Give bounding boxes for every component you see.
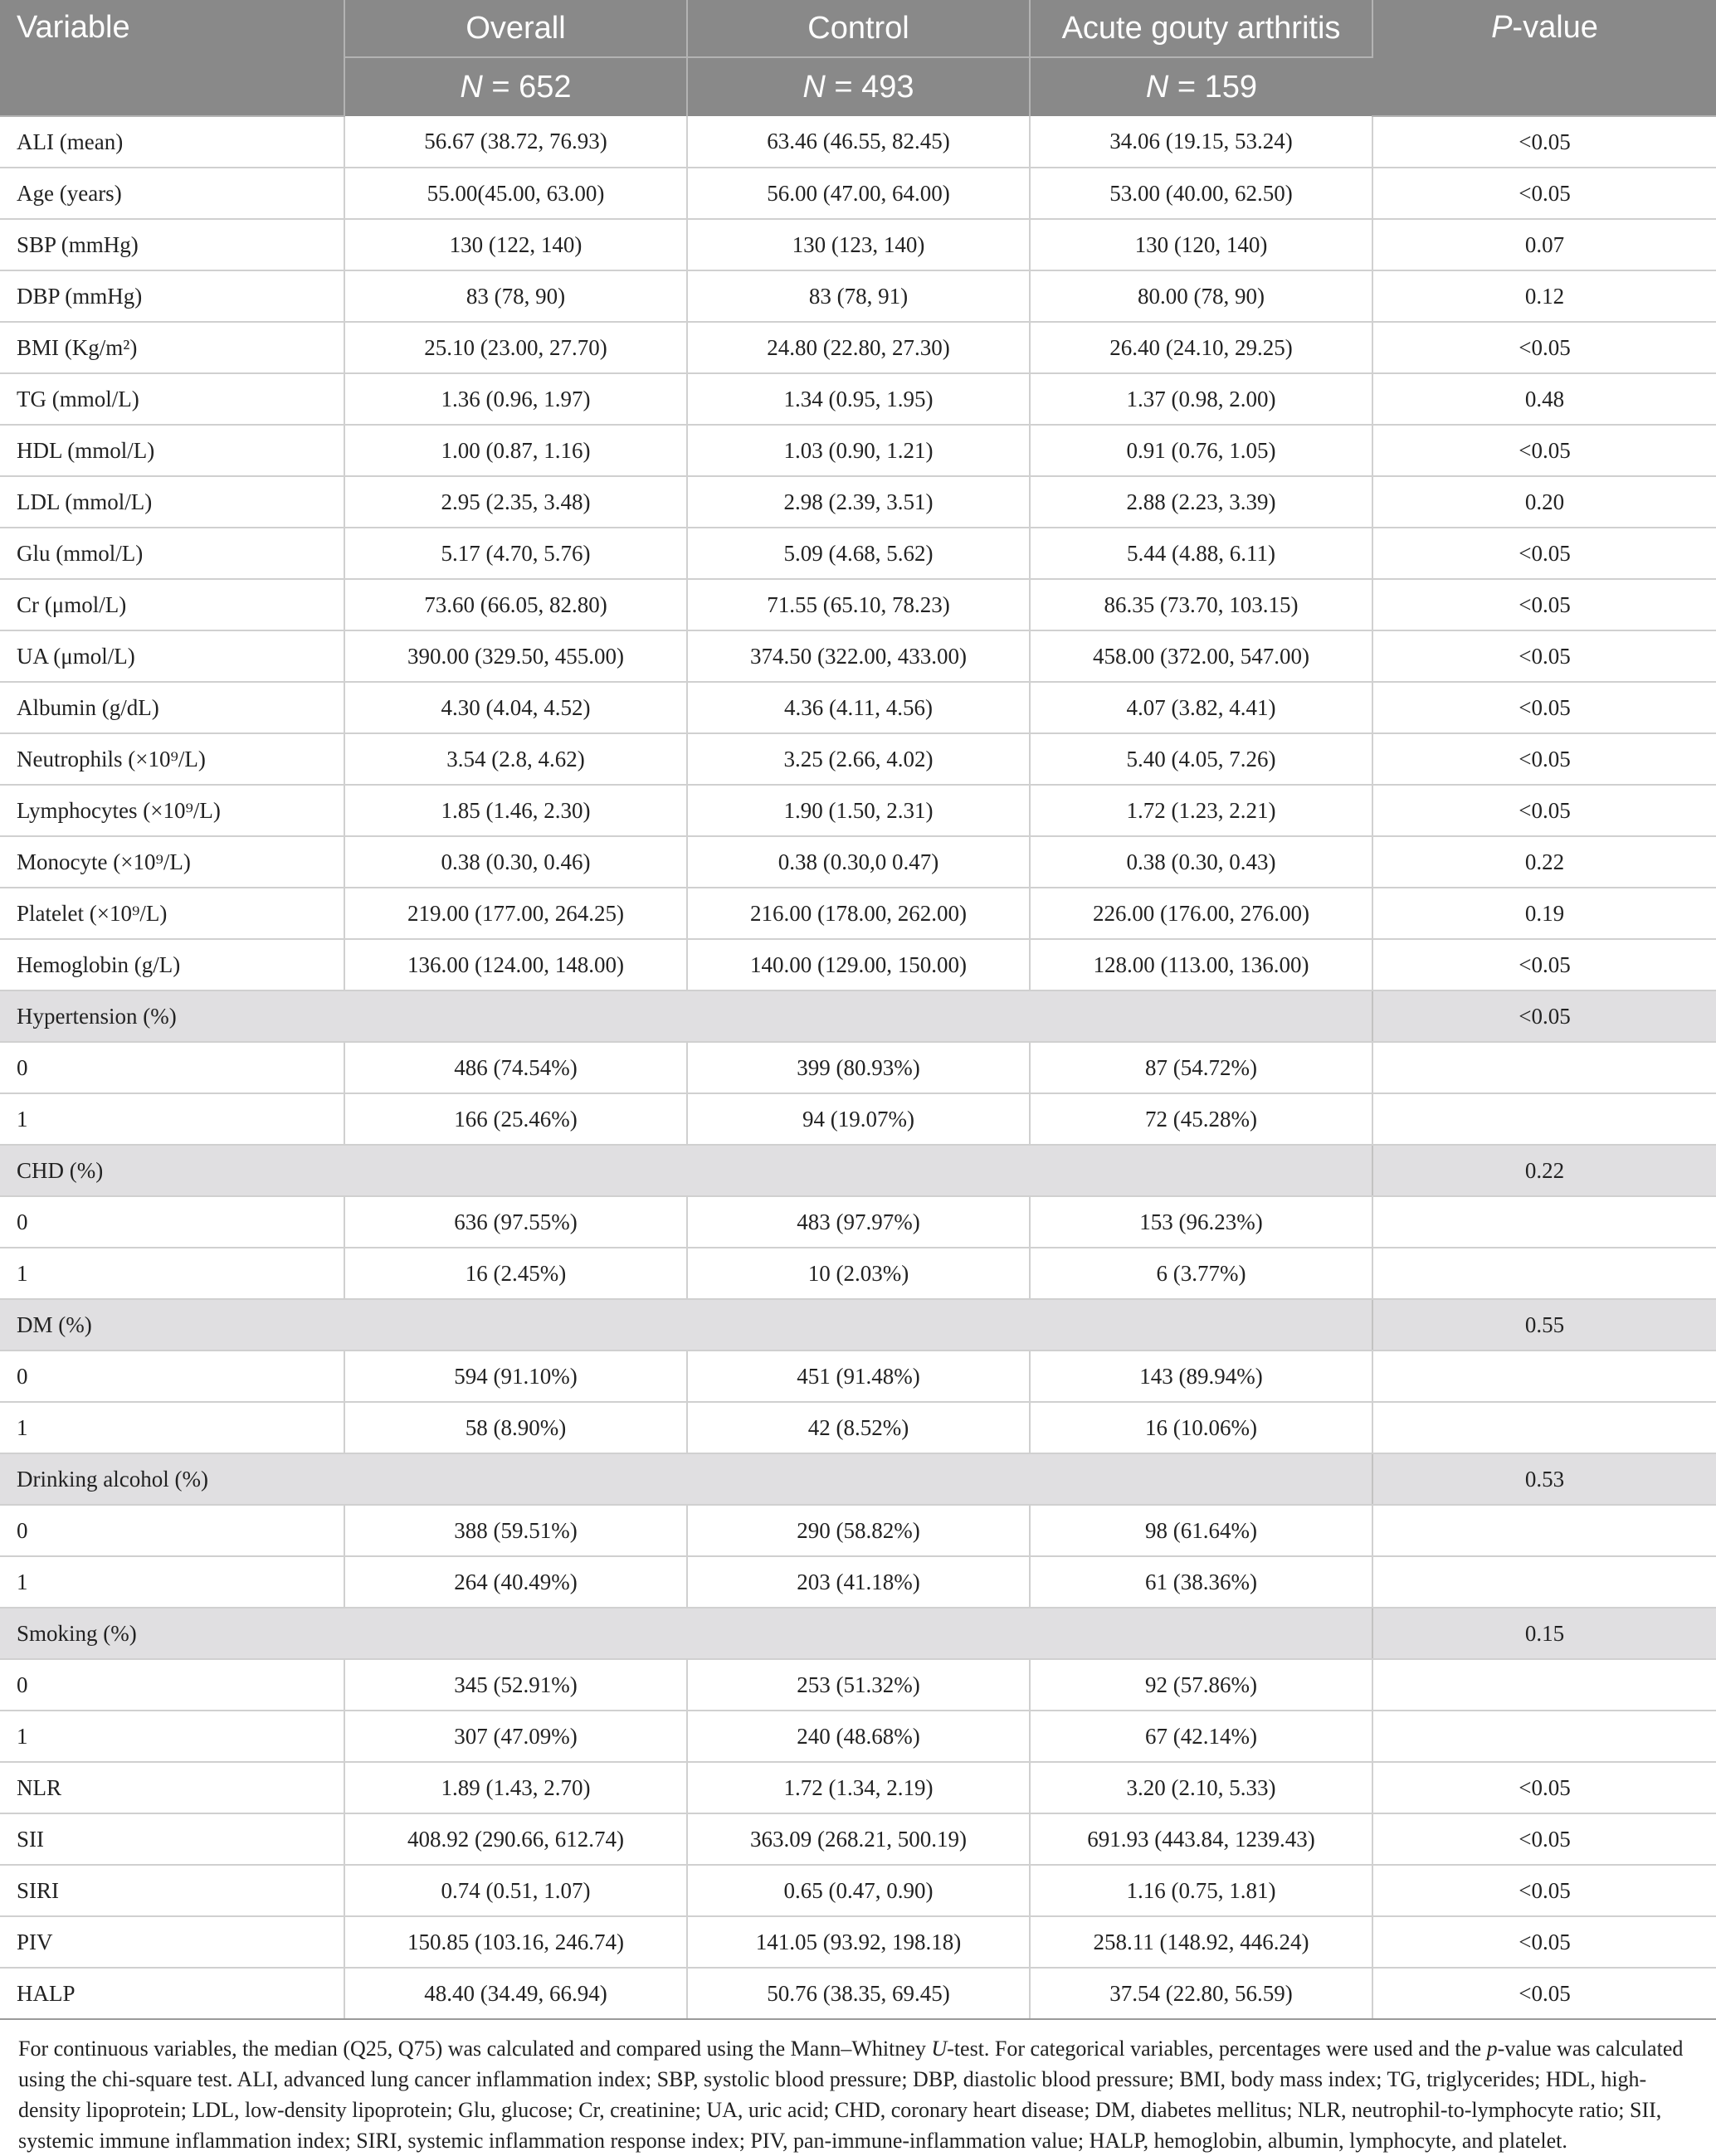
p-value-cell: <0.05 (1372, 116, 1716, 168)
aga-cell: 3.20 (2.10, 5.33) (1030, 1762, 1372, 1813)
p-value-cell: 0.07 (1372, 219, 1716, 270)
n-label: N (460, 69, 483, 105)
aga-cell: 130 (120, 140) (1030, 219, 1372, 270)
table-footnote (0, 2020, 1716, 2156)
table-row (0, 1351, 1716, 1402)
p-value-cell: 0.48 (1372, 373, 1716, 425)
variable-cell: TG (mmol/L) (0, 373, 344, 425)
table-row (0, 579, 1716, 630)
control-cell: 203 (41.18%) (687, 1556, 1030, 1608)
table-row (0, 888, 1716, 939)
variable-cell: Albumin (g/dL) (0, 682, 344, 733)
category-row (0, 1299, 1716, 1351)
header-variable: Variable (0, 0, 344, 116)
aga-cell: 67 (42.14%) (1030, 1711, 1372, 1762)
overall-cell: 486 (74.54%) (344, 1042, 687, 1093)
p-value-cell: <0.05 (1372, 1916, 1716, 1968)
p-value-cell: 0.12 (1372, 270, 1716, 322)
variable-cell: 0 (0, 1505, 344, 1556)
variable-cell: 1 (0, 1711, 344, 1762)
variable-cell: Glu (mmol/L) (0, 528, 344, 579)
control-cell: 83 (78, 91) (687, 270, 1030, 322)
control-cell: 5.09 (4.68, 5.62) (687, 528, 1030, 579)
table-row (0, 1556, 1716, 1608)
n-label: N (1145, 69, 1169, 105)
variable-cell: SBP (mmHg) (0, 219, 344, 270)
overall-cell: 408.92 (290.66, 612.74) (344, 1813, 687, 1865)
footnote-u: U (931, 2037, 948, 2061)
table-row (0, 1711, 1716, 1762)
control-cell: 56.00 (47.00, 64.00) (687, 168, 1030, 219)
header-acute-gouty-arthritis: Acute gouty arthritis (1030, 0, 1372, 57)
p-value-cell: <0.05 (1372, 1813, 1716, 1865)
control-cell: 24.80 (22.80, 27.30) (687, 322, 1030, 373)
aga-cell: 1.16 (0.75, 1.81) (1030, 1865, 1372, 1916)
control-cell: 451 (91.48%) (687, 1351, 1030, 1402)
aga-cell: 226.00 (176.00, 276.00) (1030, 888, 1372, 939)
variable-cell: 1 (0, 1402, 344, 1453)
overall-cell: 166 (25.46%) (344, 1093, 687, 1145)
variable-cell: DBP (mmHg) (0, 270, 344, 322)
header-p-letter: P (1491, 10, 1513, 45)
table-row (0, 528, 1716, 579)
category-label: Smoking (%) (0, 1608, 1372, 1659)
category-label: CHD (%) (0, 1145, 1372, 1196)
overall-cell: 1.85 (1.46, 2.30) (344, 785, 687, 836)
table-row (0, 425, 1716, 476)
overall-cell: 1.00 (0.87, 1.16) (344, 425, 687, 476)
overall-cell: 1.36 (0.96, 1.97) (344, 373, 687, 425)
aga-cell: 61 (38.36%) (1030, 1556, 1372, 1608)
p-value-cell: <0.05 (1372, 939, 1716, 990)
p-value-cell: 0.55 (1372, 1299, 1716, 1351)
overall-cell: 56.67 (38.72, 76.93) (344, 116, 687, 168)
table-row (0, 373, 1716, 425)
variable-cell: ALI (mean) (0, 116, 344, 168)
table-row (0, 939, 1716, 990)
p-value-cell: <0.05 (1372, 990, 1716, 1042)
p-value-cell (1372, 1196, 1716, 1248)
p-value-cell (1372, 1093, 1716, 1145)
variable-cell: Cr (μmol/L) (0, 579, 344, 630)
overall-cell: 48.40 (34.49, 66.94) (344, 1968, 687, 2019)
header-n-control (687, 57, 1030, 116)
p-value-cell: <0.05 (1372, 528, 1716, 579)
aga-cell: 258.11 (148.92, 446.24) (1030, 1916, 1372, 1968)
p-value-cell: <0.05 (1372, 579, 1716, 630)
aga-cell: 0.38 (0.30, 0.43) (1030, 836, 1372, 888)
variable-cell: Neutrophils (×10⁹/L) (0, 733, 344, 785)
control-cell: 399 (80.93%) (687, 1042, 1030, 1093)
aga-cell: 92 (57.86%) (1030, 1659, 1372, 1711)
category-row (0, 990, 1716, 1042)
p-value-cell (1372, 1351, 1716, 1402)
table-row (0, 682, 1716, 733)
variable-cell: UA (μmol/L) (0, 630, 344, 682)
p-value-cell: <0.05 (1372, 1762, 1716, 1813)
table-row (0, 476, 1716, 528)
p-value-cell: <0.05 (1372, 322, 1716, 373)
control-cell: 216.00 (178.00, 262.00) (687, 888, 1030, 939)
variable-cell: 1 (0, 1556, 344, 1608)
variable-cell: 0 (0, 1351, 344, 1402)
table-row (0, 630, 1716, 682)
aga-cell: 0.91 (0.76, 1.05) (1030, 425, 1372, 476)
control-cell: 1.34 (0.95, 1.95) (687, 373, 1030, 425)
overall-cell: 307 (47.09%) (344, 1711, 687, 1762)
variable-cell: HDL (mmol/L) (0, 425, 344, 476)
variable-cell: Lymphocytes (×10⁹/L) (0, 785, 344, 836)
table-row (0, 1093, 1716, 1145)
header-p-value (1372, 0, 1716, 116)
variable-cell: 1 (0, 1093, 344, 1145)
variable-cell: BMI (Kg/m²) (0, 322, 344, 373)
aga-cell: 87 (54.72%) (1030, 1042, 1372, 1093)
variable-cell: PIV (0, 1916, 344, 1968)
aga-cell: 691.93 (443.84, 1239.43) (1030, 1813, 1372, 1865)
category-row (0, 1608, 1716, 1659)
p-value-cell: 0.19 (1372, 888, 1716, 939)
p-value-cell: <0.05 (1372, 168, 1716, 219)
control-cell: 363.09 (268.21, 500.19) (687, 1813, 1030, 1865)
control-cell: 2.98 (2.39, 3.51) (687, 476, 1030, 528)
control-cell: 140.00 (129.00, 150.00) (687, 939, 1030, 990)
aga-cell: 34.06 (19.15, 53.24) (1030, 116, 1372, 168)
control-cell: 1.72 (1.34, 2.19) (687, 1762, 1030, 1813)
table-row (0, 1659, 1716, 1711)
table-row (0, 1042, 1716, 1093)
control-cell: 63.46 (46.55, 82.45) (687, 116, 1030, 168)
category-label: Drinking alcohol (%) (0, 1453, 1372, 1505)
table-row (0, 733, 1716, 785)
variable-cell: 0 (0, 1659, 344, 1711)
table-row (0, 270, 1716, 322)
p-value-cell (1372, 1402, 1716, 1453)
aga-cell: 86.35 (73.70, 103.15) (1030, 579, 1372, 630)
variable-cell: 1 (0, 1248, 344, 1299)
overall-cell: 136.00 (124.00, 148.00) (344, 939, 687, 990)
category-label: Hypertension (%) (0, 990, 1372, 1042)
overall-cell: 345 (52.91%) (344, 1659, 687, 1711)
aga-cell: 80.00 (78, 90) (1030, 270, 1372, 322)
control-cell: 4.36 (4.11, 4.56) (687, 682, 1030, 733)
control-cell: 141.05 (93.92, 198.18) (687, 1916, 1030, 1968)
header-overall: Overall (344, 0, 687, 57)
variable-cell: HALP (0, 1968, 344, 2019)
table-row (0, 1762, 1716, 1813)
table-row (0, 1505, 1716, 1556)
aga-cell: 153 (96.23%) (1030, 1196, 1372, 1248)
p-value-cell: 0.20 (1372, 476, 1716, 528)
p-value-cell (1372, 1711, 1716, 1762)
overall-cell: 130 (122, 140) (344, 219, 687, 270)
overall-cell: 83 (78, 90) (344, 270, 687, 322)
aga-cell: 5.44 (4.88, 6.11) (1030, 528, 1372, 579)
overall-cell: 3.54 (2.8, 4.62) (344, 733, 687, 785)
table-row (0, 836, 1716, 888)
p-value-cell: <0.05 (1372, 1968, 1716, 2019)
n-value: = 493 (825, 69, 914, 105)
p-value-cell: <0.05 (1372, 682, 1716, 733)
table-row (0, 322, 1716, 373)
overall-cell: 5.17 (4.70, 5.76) (344, 528, 687, 579)
p-value-cell (1372, 1248, 1716, 1299)
aga-cell: 53.00 (40.00, 62.50) (1030, 168, 1372, 219)
control-cell: 483 (97.97%) (687, 1196, 1030, 1248)
overall-cell: 388 (59.51%) (344, 1505, 687, 1556)
aga-cell: 1.72 (1.23, 2.21) (1030, 785, 1372, 836)
control-cell: 3.25 (2.66, 4.02) (687, 733, 1030, 785)
control-cell: 0.38 (0.30,0 0.47) (687, 836, 1030, 888)
aga-cell: 26.40 (24.10, 29.25) (1030, 322, 1372, 373)
p-value-cell: <0.05 (1372, 1865, 1716, 1916)
table-row (0, 168, 1716, 219)
control-cell: 0.65 (0.47, 0.90) (687, 1865, 1030, 1916)
overall-cell: 16 (2.45%) (344, 1248, 687, 1299)
overall-cell: 0.74 (0.51, 1.07) (344, 1865, 687, 1916)
overall-cell: 1.89 (1.43, 2.70) (344, 1762, 687, 1813)
table-body (0, 116, 1716, 2019)
n-value: = 652 (482, 69, 572, 105)
footnote-text: -test. For categorical variables, percentages were used and the (947, 2037, 1487, 2061)
aga-cell: 98 (61.64%) (1030, 1505, 1372, 1556)
control-cell: 253 (51.32%) (687, 1659, 1030, 1711)
p-value-cell: <0.05 (1372, 630, 1716, 682)
category-label: DM (%) (0, 1299, 1372, 1351)
overall-cell: 594 (91.10%) (344, 1351, 687, 1402)
category-row (0, 1453, 1716, 1505)
aga-cell: 143 (89.94%) (1030, 1351, 1372, 1402)
header-n-overall (344, 57, 687, 116)
p-value-cell (1372, 1505, 1716, 1556)
overall-cell: 4.30 (4.04, 4.52) (344, 682, 687, 733)
table-row (0, 1968, 1716, 2019)
overall-cell: 58 (8.90%) (344, 1402, 687, 1453)
p-value-cell (1372, 1659, 1716, 1711)
control-cell: 50.76 (38.35, 69.45) (687, 1968, 1030, 2019)
control-cell: 1.03 (0.90, 1.21) (687, 425, 1030, 476)
header-control: Control (687, 0, 1030, 57)
n-label: N (802, 69, 826, 105)
control-cell: 42 (8.52%) (687, 1402, 1030, 1453)
p-value-cell: <0.05 (1372, 785, 1716, 836)
table-row (0, 785, 1716, 836)
header-p-suffix: -value (1512, 10, 1598, 45)
table-row (0, 1196, 1716, 1248)
aga-cell: 16 (10.06%) (1030, 1402, 1372, 1453)
table-row (0, 1248, 1716, 1299)
header-n-aga (1030, 57, 1372, 116)
variable-cell: Hemoglobin (g/L) (0, 939, 344, 990)
aga-cell: 72 (45.28%) (1030, 1093, 1372, 1145)
p-value-cell (1372, 1042, 1716, 1093)
overall-cell: 2.95 (2.35, 3.48) (344, 476, 687, 528)
table-row (0, 1865, 1716, 1916)
control-cell: 240 (48.68%) (687, 1711, 1030, 1762)
variable-cell: LDL (mmol/L) (0, 476, 344, 528)
p-value-cell: <0.05 (1372, 425, 1716, 476)
variable-cell: Monocyte (×10⁹/L) (0, 836, 344, 888)
control-cell: 94 (19.07%) (687, 1093, 1030, 1145)
aga-cell: 5.40 (4.05, 7.26) (1030, 733, 1372, 785)
control-cell: 1.90 (1.50, 2.31) (687, 785, 1030, 836)
table-row (0, 219, 1716, 270)
overall-cell: 219.00 (177.00, 264.25) (344, 888, 687, 939)
overall-cell: 73.60 (66.05, 82.80) (344, 579, 687, 630)
control-cell: 10 (2.03%) (687, 1248, 1030, 1299)
variable-cell: 0 (0, 1196, 344, 1248)
control-cell: 71.55 (65.10, 78.23) (687, 579, 1030, 630)
variable-cell: SIRI (0, 1865, 344, 1916)
p-value-cell (1372, 1556, 1716, 1608)
p-value-cell: 0.22 (1372, 836, 1716, 888)
footnote-p: p (1486, 2037, 1498, 2061)
aga-cell: 37.54 (22.80, 56.59) (1030, 1968, 1372, 2019)
footnote-text: For continuous variables, the median (Q25, Q75) was calculated and compared using the Mann–Whitney (18, 2037, 932, 2061)
variable-cell: NLR (0, 1762, 344, 1813)
p-value-cell: <0.05 (1372, 733, 1716, 785)
overall-cell: 150.85 (103.16, 246.74) (344, 1916, 687, 1968)
overall-cell: 636 (97.55%) (344, 1196, 687, 1248)
aga-cell: 4.07 (3.82, 4.41) (1030, 682, 1372, 733)
overall-cell: 264 (40.49%) (344, 1556, 687, 1608)
variable-cell: SII (0, 1813, 344, 1865)
table-row (0, 1916, 1716, 1968)
footnote-text: -value was calculated using the chi-square test. ALI, advanced lung cancer inflammation index; SBP, systolic blood pressure; DBP, diastolic blood pressure; BMI, body mass index; TG, triglycerides; HDL, high-density lipoprotein; LDL, low-density lipoprotein; Glu, glucose; Cr, creatinine; UA, uric acid; CHD, coronary heart disease; DM, diabetes mellitus; NLR, neutrophil-to-lymphocyte ratio; SII, systemic immune inflammation index; SIRI, systemic inflammation response index; PIV, pan-immune-inflammation value; HALP, hemoglobin, albumin, lymphocyte, and platelet. (18, 2037, 1684, 2153)
table-row (0, 116, 1716, 168)
overall-cell: 390.00 (329.50, 455.00) (344, 630, 687, 682)
table-row (0, 1813, 1716, 1865)
variable-cell: Platelet (×10⁹/L) (0, 888, 344, 939)
p-value-cell: 0.22 (1372, 1145, 1716, 1196)
p-value-cell: 0.15 (1372, 1608, 1716, 1659)
variable-cell: 0 (0, 1042, 344, 1093)
table-header (0, 0, 1716, 116)
overall-cell: 55.00(45.00, 63.00) (344, 168, 687, 219)
control-cell: 374.50 (322.00, 433.00) (687, 630, 1030, 682)
aga-cell: 458.00 (372.00, 547.00) (1030, 630, 1372, 682)
variable-cell: Age (years) (0, 168, 344, 219)
overall-cell: 0.38 (0.30, 0.46) (344, 836, 687, 888)
aga-cell: 2.88 (2.23, 3.39) (1030, 476, 1372, 528)
table-row (0, 1402, 1716, 1453)
aga-cell: 6 (3.77%) (1030, 1248, 1372, 1299)
p-value-cell: 0.53 (1372, 1453, 1716, 1505)
control-cell: 290 (58.82%) (687, 1505, 1030, 1556)
n-value: = 159 (1168, 69, 1258, 105)
overall-cell: 25.10 (23.00, 27.70) (344, 322, 687, 373)
aga-cell: 1.37 (0.98, 2.00) (1030, 373, 1372, 425)
aga-cell: 128.00 (113.00, 136.00) (1030, 939, 1372, 990)
control-cell: 130 (123, 140) (687, 219, 1030, 270)
category-row (0, 1145, 1716, 1196)
